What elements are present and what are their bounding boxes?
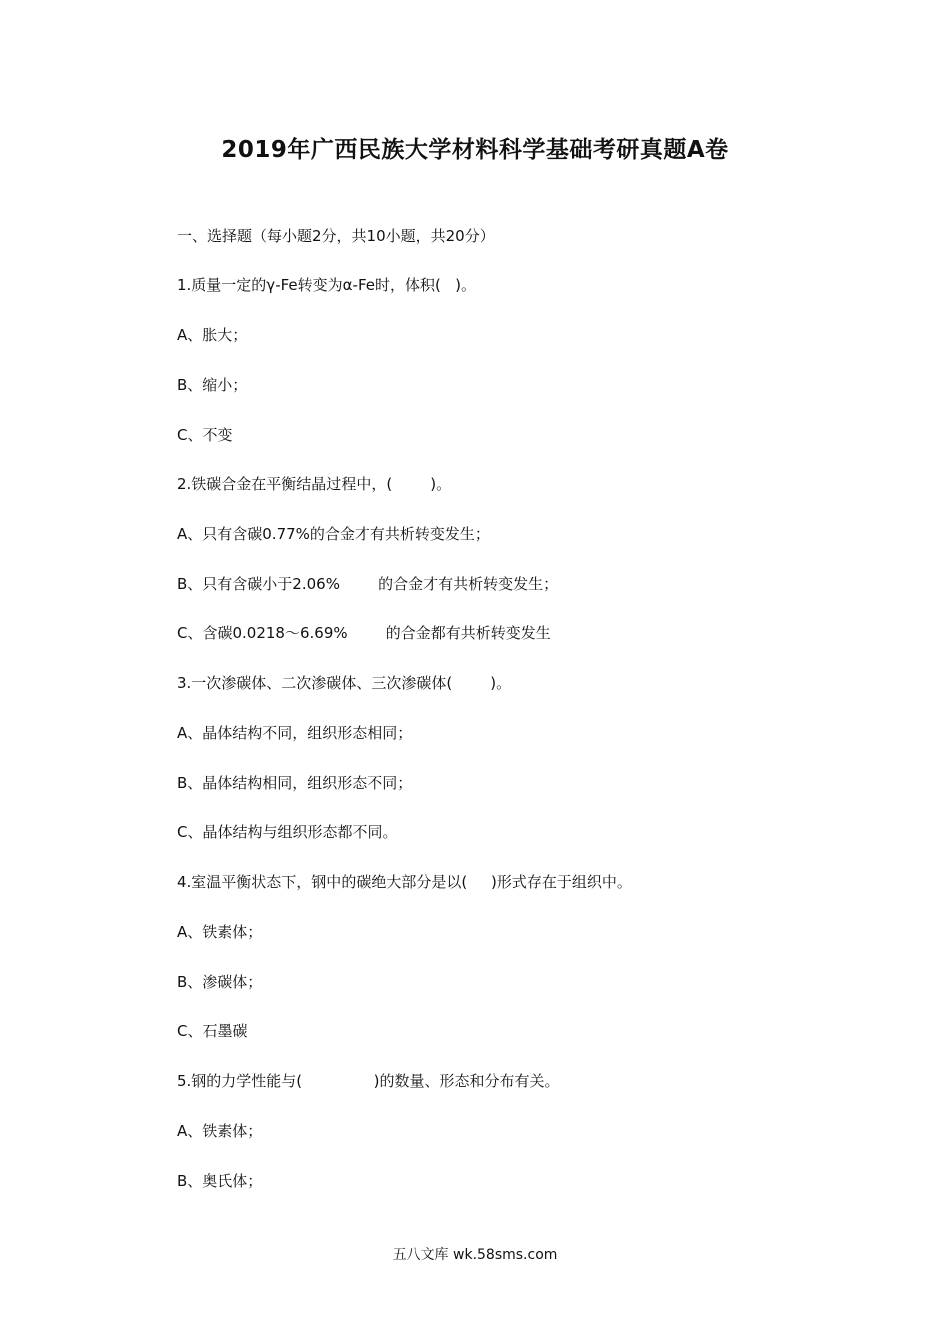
option-3b: B、晶体结构相同，组织形态不同； [177, 774, 413, 792]
option-4c: C、石墨碳 [177, 1022, 248, 1040]
question-5: 5.钢的力学性能与( )的数量、形态和分布有关。 [177, 1072, 560, 1090]
question-2: 2.铁碳合金在平衡结晶过程中，( )。 [177, 475, 452, 493]
option-1b: B、缩小； [177, 376, 248, 394]
page-title: 2019年广西民族大学材料科学基础考研真题A卷 [221, 137, 729, 163]
option-5a: A、铁素体； [177, 1122, 263, 1140]
option-2c: C、含碳0.0218～6.69% 的合金都有共析转变发生 [177, 624, 551, 642]
question-1: 1.质量一定的γ-Fe转变为α-Fe时，体积( )。 [177, 276, 476, 294]
question-4: 4.室温平衡状态下，钢中的碳绝大部分是以( )形式存在于组织中。 [177, 873, 632, 891]
option-1a: A、胀大； [177, 326, 248, 344]
question-3: 3.一次渗碳体、二次渗碳体、三次渗碳体( )。 [177, 674, 512, 692]
option-3a: A、晶体结构不同，组织形态相同； [177, 724, 413, 742]
section-heading: 一、选择题（每小题2分，共10小题，共20分） [177, 227, 495, 245]
option-2b: B、只有含碳小于2.06% 的合金才有共析转变发生； [177, 575, 559, 593]
option-4a: A、铁素体； [177, 923, 263, 941]
option-4b: B、渗碳体； [177, 973, 263, 991]
option-2a: A、只有含碳0.77%的合金才有共析转变发生； [177, 525, 490, 543]
option-1c: C、不变 [177, 426, 233, 444]
option-5b: B、奥氏体； [177, 1172, 263, 1190]
option-3c: C、晶体结构与组织形态都不同。 [177, 823, 398, 841]
page-footer: 五八文库 wk.58sms.com [392, 1247, 558, 1263]
